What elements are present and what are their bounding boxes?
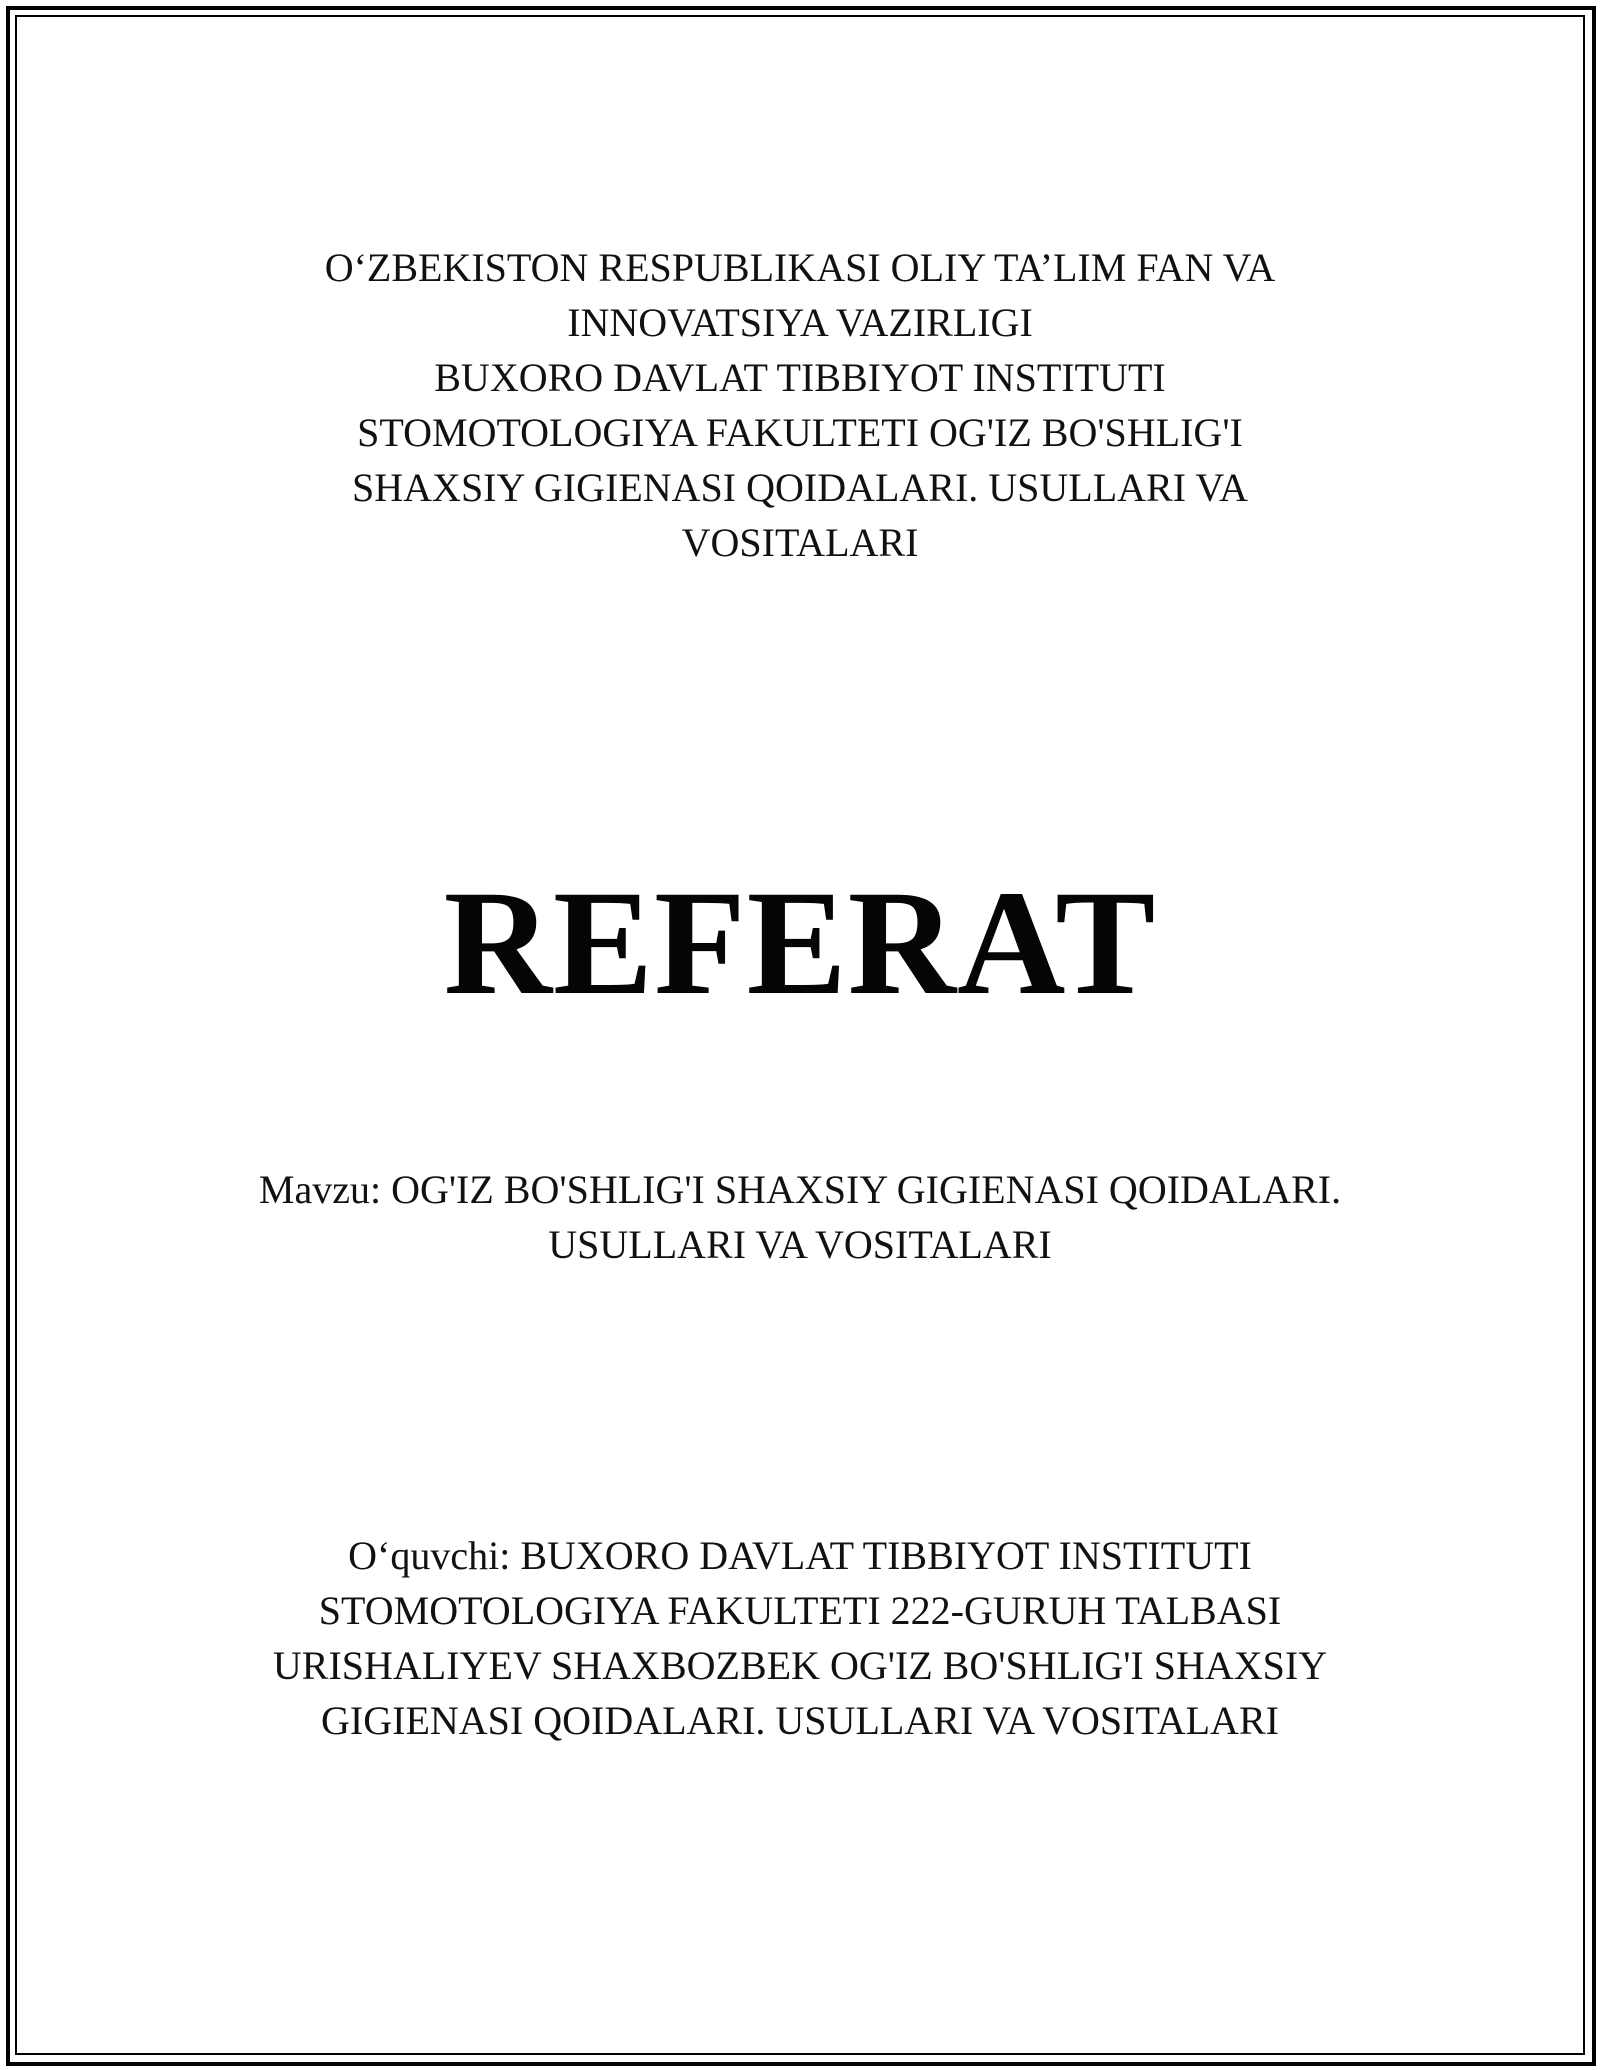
header-line: SHAXSIY GIGIENASI QOIDALARI. USULLARI VA xyxy=(352,465,1248,510)
header-line: STOMOTOLOGIYA FAKULTETI OG'IZ BO'SHLIG'I xyxy=(357,410,1243,455)
student-line: STOMOTOLOGIYA FAKULTETI 222-GURUH TALBASI xyxy=(318,1588,1282,1633)
topic-line: USULLARI VA VOSITALARI xyxy=(548,1222,1052,1267)
header-line: VOSITALARI xyxy=(681,520,919,565)
institution-header xyxy=(0,240,1600,570)
topic-section xyxy=(0,1162,1600,1272)
header-line: BUXORO DAVLAT TIBBIYOT INSTITUTI xyxy=(434,355,1166,400)
student-line: GIGIENASI QOIDALARI. USULLARI VA VOSITALARI xyxy=(321,1698,1279,1743)
student-section xyxy=(0,1528,1600,1748)
topic-line: Mavzu: OG'IZ BO'SHLIG'I SHAXSIY GIGIENASI QOIDALARI. xyxy=(258,1167,1342,1212)
student-line: O‘quvchi: BUXORO DAVLAT TIBBIYOT INSTITUTI xyxy=(348,1533,1252,1578)
document-title-block xyxy=(0,860,1600,1026)
header-line: INNOVATSIYA VAZIRLIGI xyxy=(567,300,1033,345)
document-title: REFERAT xyxy=(443,860,1157,1026)
header-line: O‘ZBEKISTON RESPUBLIKASI OLIY TA’LIM FAN VA xyxy=(324,245,1276,290)
student-line: URISHALIYEV SHAXBOZBEK OG'IZ BO'SHLIG'I SHAXSIY xyxy=(272,1643,1328,1688)
